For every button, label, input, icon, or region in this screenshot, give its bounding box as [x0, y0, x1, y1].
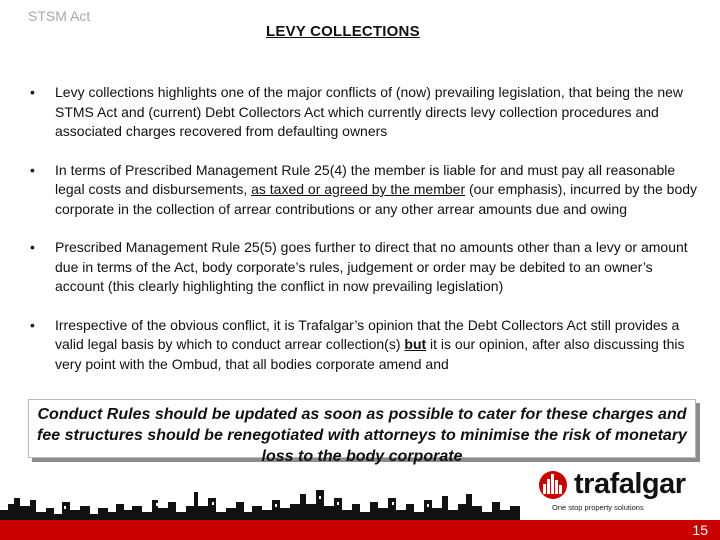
city-skyline-graphic	[0, 488, 520, 520]
bullet-text: Irrespective of the obvious conflict, it is Trafalgar’s opinion that the Debt Collectors Act still provides a valid legal basis by which to conduct arrear collection(s)	[55, 316, 680, 352]
logo-wordmark: trafalgar	[574, 468, 686, 500]
logo-tagline: One stop property solutions	[552, 503, 644, 512]
bullet-item	[30, 238, 700, 297]
bullet-item	[30, 161, 700, 220]
callout-box	[28, 399, 696, 465]
bullet-item	[30, 316, 700, 375]
bullet-text-cont: (our emphasis), incurred by the body corporate in the collection of arrear contributions or any other arrear amounts due and owing	[55, 181, 698, 217]
bullet-text: Prescribed Management Rule 25(5) goes further to direct that no amounts other than a levy or amount due in terms of the Act, body corporate’s rules, judgement or order may be debited to an owner’s account (this clearly highlighting the conflict in now prevailing legislation)	[55, 239, 688, 294]
emphasis-text: as taxed or agreed by the member	[251, 181, 466, 197]
bullet-dot: •	[30, 161, 35, 178]
page-title: LEVY COLLECTIONS	[266, 23, 420, 40]
bullet-dot: •	[30, 316, 35, 333]
section-tag: STSM Act	[28, 8, 91, 24]
bullet-text: Levy collections highlights one of the major conflicts of (now) prevailing legislation, that being the new STMS Act and (current) Debt Collectors Act which currently directs levy collection procedures and associated charges recovered from defaulting owners	[55, 84, 684, 139]
emphasis-word: but	[404, 336, 427, 352]
page-number: 15	[692, 522, 708, 538]
bullet-dot: •	[30, 84, 35, 100]
bullet-text-cont: it is our opinion, after also discussing this very point with the Ombud, that all bodies corporate amend and	[55, 336, 685, 372]
bullet-item	[30, 83, 700, 142]
bullet-dot: •	[30, 239, 35, 255]
bullet-list	[30, 83, 700, 393]
callout-text: Conduct Rules should be updated as soon as possible to cater for these charges and fee structures should be renegotiated with attorneys to minimise the risk of monetary loss to the body corporate	[37, 406, 687, 465]
footer-bar	[0, 520, 720, 540]
bullet-text: In terms of Prescribed Management Rule 25(4) the member is liable for and must pay all reasonable legal costs and disbursements,	[55, 161, 676, 197]
